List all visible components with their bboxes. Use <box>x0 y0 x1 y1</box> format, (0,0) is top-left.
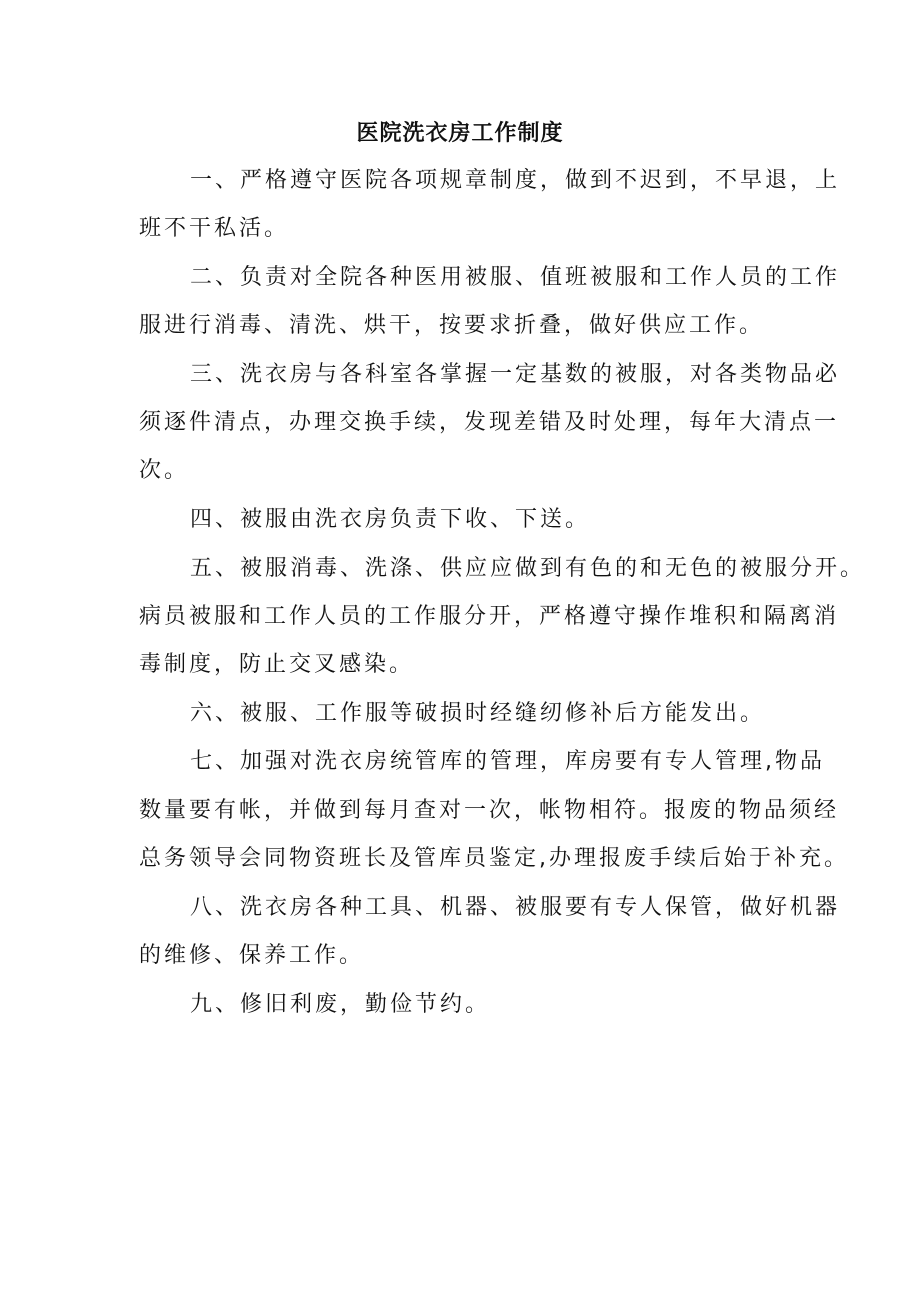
document-title: 医院洗衣房工作制度 <box>356 121 564 146</box>
clause-5-line-1: 五、被服消毒、洗涤、供应应做到有色的和无色的被服分开。 <box>190 556 866 581</box>
clause-1-line-2: 班不干私活。 <box>139 216 290 241</box>
clause-8-line-2: 的维修、保养工作。 <box>139 943 365 968</box>
clause-8-line-1: 八、洗衣房各种工具、机器、被服要有专人保管，做好机器 <box>190 895 841 920</box>
clause-7-line-1: 七、加强对洗衣房统管库的管理，库房要有专人管理,物品 <box>190 749 825 774</box>
clause-3-line-1: 三、洗衣房与各科室各掌握一定基数的被服，对各类物品必 <box>190 362 841 387</box>
clause-6-line-1: 六、被服、工作服等破损时经缝纫修补后方能发出。 <box>190 701 766 726</box>
clause-5-line-3: 毒制度，防止交叉感染。 <box>139 652 415 677</box>
clause-2-line-1: 二、负责对全院各种医用被服、值班被服和工作人员的工作 <box>190 265 841 290</box>
clause-7-line-2: 数量要有帐，并做到每月查对一次，帐物相符。报废的物品须经 <box>139 798 840 823</box>
clause-1-line-1: 一、严格遵守医院各项规章制度，做到不迟到，不早退，上 <box>190 168 841 193</box>
clause-4-line-1: 四、被服由洗衣房负责下收、下送。 <box>190 507 591 532</box>
clause-3-line-2: 须逐件清点，办理交换手续，发现差错及时处理，每年大清点一 <box>139 410 840 435</box>
clause-9-line-1: 九、修旧利废，勤俭节约。 <box>190 992 491 1017</box>
clause-2-line-2: 服进行消毒、清洗、烘干，按要求折叠，做好供应工作。 <box>139 313 765 338</box>
clause-3-line-3: 次。 <box>139 458 190 483</box>
clause-5-line-2: 病员被服和工作人员的工作服分开，严格遵守操作堆积和隔离消 <box>139 604 840 629</box>
clause-7-line-3: 总务领导会同物资班长及管库员鉴定,办理报废手续后始于补充。 <box>139 846 849 871</box>
